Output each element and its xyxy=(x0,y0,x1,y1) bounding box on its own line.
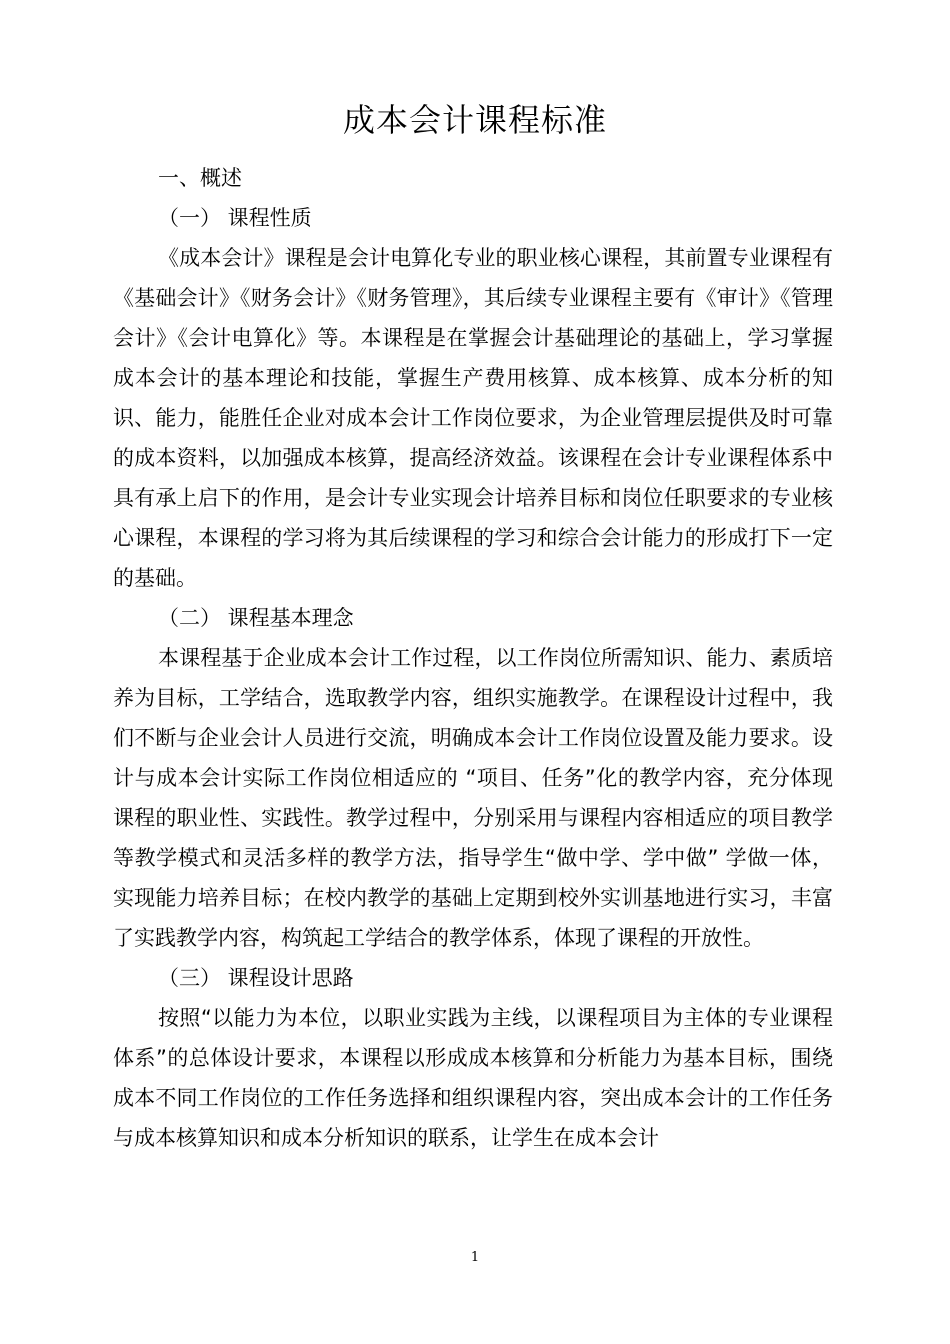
page-number: 1 xyxy=(470,1250,480,1265)
subsection-heading-design: （三） 课程设计思路 xyxy=(158,966,354,990)
document-body xyxy=(113,158,833,1158)
paragraph-design: 按照“以能力为本位，以职业实践为主线，以课程项目为主体的专业课程体系”的总体设计要求，本课程以形成成本核算和分析能力为基本目标，围绕成本不同工作岗位的工作任务选择和组织课程内容，突出成本会计的工作任务与成本核算知识和成本分析知识的联系，让学生在成本会计 xyxy=(113,1006,833,1150)
document-title: 成本会计课程标准 xyxy=(342,101,607,139)
subsection-heading-concept: （二） 课程基本理念 xyxy=(158,606,354,630)
section-heading-overview: 一、概述 xyxy=(158,166,242,190)
paragraph-concept: 本课程基于企业成本会计工作过程，以工作岗位所需知识、能力、素质培养为目标，工学结合，选取教学内容，组织实施教学。在课程设计过程中，我们不断与企业会计人员进行交流，明确成本会计工作岗位设置及能力要求。设计与成本会计实际工作岗位相适应的 “项目、任务”化的教学内容，充分体现课程的职业性、实践性。教学过程中，分别采用与课程内容相适应的项目教学等教学模式和灵活多样的教学方法，指导学生“做中学、学中做” 学做一体，实现能力培养目标；在校内教学的基础上定期到校外实训基地进行实习，丰富了实践教学内容，构筑起工学结合的教学体系，体现了课程的开放性。 xyxy=(113,646,833,950)
subsection-heading-nature: （一） 课程性质 xyxy=(158,206,312,230)
paragraph-nature: 《成本会计》课程是会计电算化专业的职业核心课程，其前置专业课程有《基础会计》《财务会计》《财务管理》，其后续专业课程主要有《审计》《管理会计》《会计电算化》等。本课程是在掌握会计基础理论的基础上，学习掌握成本会计的基本理论和技能，掌握生产费用核算、成本核算、成本分析的知识、能力，能胜任企业对成本会计工作岗位要求，为企业管理层提供及时可靠的成本资料，以加强成本核算，提高经济效益。该课程在会计专业课程体系中具有承上启下的作用，是会计专业实现会计培养目标和岗位任职要求的专业核心课程，本课程的学习将为其后续课程的学习和综合会计能力的形成打下一定的基础。 xyxy=(113,246,833,590)
